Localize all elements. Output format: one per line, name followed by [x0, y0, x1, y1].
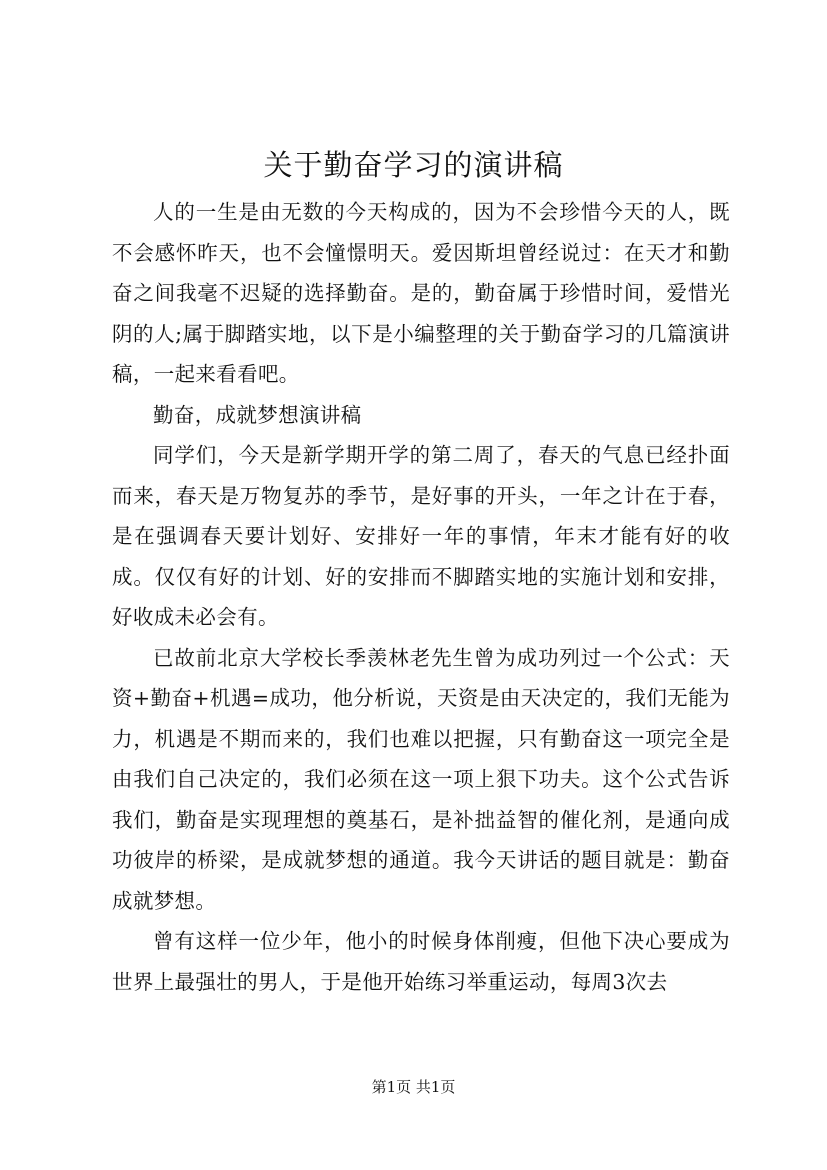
paragraph-spring: 同学们，今天是新学期开学的第二周了，春天的气息已经扑面而来，春天是万物复苏的季节，是好事的开头，一年之计在于春，是在强调春天要计划好、安排好一年的事情，年末才能有好的收成。仅仅有好的计划、好的安排而不脚踏实地的实施计划和安排，好收成未必会有。	[112, 443, 730, 629]
page-footer: 第1页 共1页	[371, 1078, 456, 1096]
document-title: 关于勤奋学习的演讲稿	[263, 148, 564, 182]
paragraph-youth: 曾有这样一位少年，他小的时候身体削瘦，但他下决心要成为世界上最强壮的男人，于是他开始练习举重运动，每周3次去	[112, 929, 730, 994]
paragraph-subheading: 勤奋，成就梦想演讲稿	[153, 402, 362, 427]
document-body	[112, 192, 730, 1002]
paragraph-formula: 已故前北京大学校长季羡林老先生曾为成功列过一个公式：天资+勤奋+机遇=成功，他分析说，天资是由天决定的，我们无能为力，机遇是不期而来的，我们也难以把握，只有勤奋这一项完全是由我们自己决定的，我们必须在这一项上狠下功夫。这个公式告诉我们，勤奋是实现理想的奠基石，是补拙益智的催化剂，是通向成功彼岸的桥梁，是成就梦想的通道。我今天讲话的题目就是：勤奋成就梦想。	[112, 645, 730, 913]
paragraph-intro: 人的一生是由无数的今天构成的，因为不会珍惜今天的人，既不会感怀昨天，也不会憧憬明天。爱因斯坦曾经说过：在天才和勤奋之间我毫不迟疑的选择勤奋。是的，勤奋属于珍惜时间，爱惜光阴的人;属于脚踏实地，以下是小编整理的关于勤奋学习的几篇演讲稿，一起来看看吧。	[112, 200, 730, 386]
